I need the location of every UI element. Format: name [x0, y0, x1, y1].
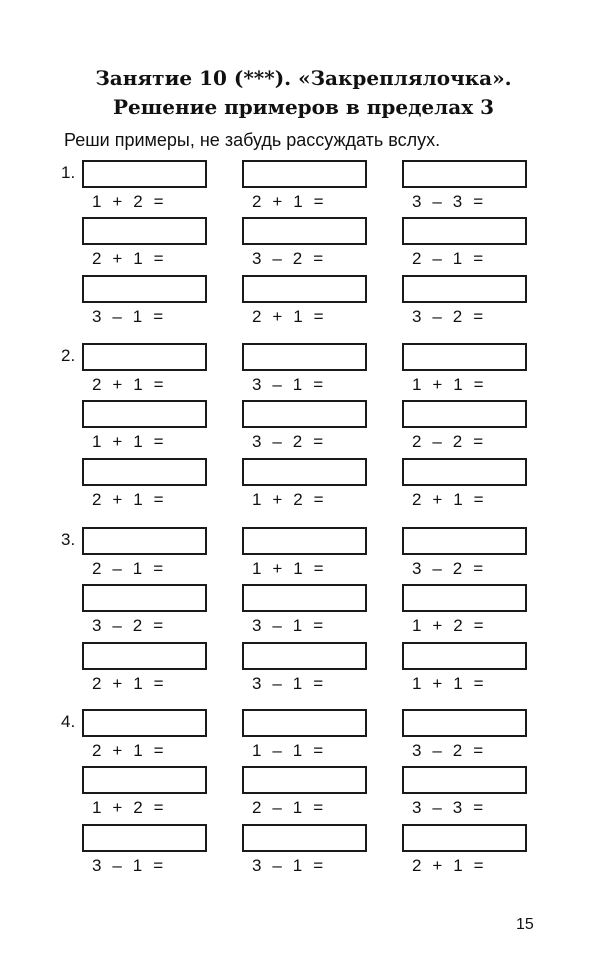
math-expression: 2 + 1 =: [412, 856, 485, 875]
answer-box[interactable]: [82, 584, 207, 612]
math-problem: [242, 766, 372, 822]
math-expression: 2 + 1 =: [252, 192, 325, 211]
math-expression: 2 + 1 =: [92, 741, 165, 760]
math-problem: [242, 400, 372, 456]
math-problem: [242, 458, 372, 514]
math-expression: 2 + 1 =: [92, 249, 165, 268]
answer-box[interactable]: [242, 343, 367, 371]
answer-box[interactable]: [242, 217, 367, 245]
math-expression: 1 + 1 =: [412, 375, 485, 394]
answer-box[interactable]: [82, 458, 207, 486]
math-problem: [242, 160, 372, 216]
math-expression: 1 + 1 =: [92, 432, 165, 451]
math-expression: 1 + 1 =: [252, 559, 325, 578]
answer-box[interactable]: [402, 527, 527, 555]
math-problem: [402, 458, 532, 514]
exercise-number: 4.: [61, 712, 76, 731]
math-expression: 3 – 1 =: [252, 375, 324, 394]
math-expression: 3 – 2 =: [92, 616, 164, 635]
math-problem: [402, 217, 532, 273]
answer-box[interactable]: [402, 642, 527, 670]
answer-box[interactable]: [242, 642, 367, 670]
answer-box[interactable]: [242, 160, 367, 188]
math-problem: [82, 458, 212, 514]
answer-box[interactable]: [242, 400, 367, 428]
math-problem: [242, 642, 372, 698]
answer-box[interactable]: [82, 343, 207, 371]
exercise-number: 2.: [61, 346, 76, 365]
exercise-group: [0, 709, 607, 879]
math-expression: 1 + 2 =: [92, 798, 165, 817]
math-problem: [82, 217, 212, 273]
math-problem: [242, 709, 372, 765]
math-expression: 2 + 1 =: [252, 307, 325, 326]
answer-box[interactable]: [402, 400, 527, 428]
math-expression: 2 – 2 =: [412, 432, 484, 451]
math-expression: 1 + 2 =: [412, 616, 485, 635]
math-problem: [82, 343, 212, 399]
answer-box[interactable]: [82, 766, 207, 794]
math-problem: [82, 275, 212, 331]
answer-box[interactable]: [402, 766, 527, 794]
math-expression: 2 – 1 =: [412, 249, 484, 268]
math-expression: 2 + 1 =: [92, 375, 165, 394]
exercise-group: [0, 343, 607, 513]
answer-box[interactable]: [242, 458, 367, 486]
answer-box[interactable]: [82, 824, 207, 852]
page-number: 15: [516, 916, 534, 933]
answer-box[interactable]: [402, 275, 527, 303]
answer-box[interactable]: [82, 217, 207, 245]
answer-box[interactable]: [402, 458, 527, 486]
math-problem: [402, 275, 532, 331]
math-expression: 3 – 1 =: [252, 674, 324, 693]
math-expression: 2 + 1 =: [412, 490, 485, 509]
math-problem: [242, 275, 372, 331]
math-problem: [402, 709, 532, 765]
math-expression: 1 + 1 =: [412, 674, 485, 693]
exercise-group: [0, 160, 607, 330]
answer-box[interactable]: [242, 709, 367, 737]
math-problem: [402, 766, 532, 822]
math-problem: [82, 709, 212, 765]
math-problem: [402, 400, 532, 456]
answer-box[interactable]: [242, 275, 367, 303]
answer-box[interactable]: [82, 527, 207, 555]
math-problem: [82, 824, 212, 880]
math-problem: [402, 642, 532, 698]
math-expression: 3 – 1 =: [252, 616, 324, 635]
answer-box[interactable]: [242, 584, 367, 612]
math-expression: 2 + 1 =: [92, 674, 165, 693]
math-expression: 3 – 1 =: [252, 856, 324, 875]
exercise-group: [0, 527, 607, 697]
math-problem: [82, 160, 212, 216]
answer-box[interactable]: [402, 343, 527, 371]
math-problem: [402, 584, 532, 640]
answer-box[interactable]: [242, 527, 367, 555]
answer-box[interactable]: [82, 709, 207, 737]
math-problem: [82, 527, 212, 583]
answer-box[interactable]: [402, 584, 527, 612]
answer-box[interactable]: [402, 160, 527, 188]
math-expression: 2 – 1 =: [252, 798, 324, 817]
lesson-subtitle: Решение примеров в пределах 3: [112, 95, 494, 119]
math-problem: [402, 343, 532, 399]
math-expression: 3 – 2 =: [412, 741, 484, 760]
lesson-title: Занятие 10 (***). «Закреплялочка».: [95, 66, 512, 90]
math-expression: 3 – 2 =: [412, 559, 484, 578]
answer-box[interactable]: [82, 642, 207, 670]
math-expression: 3 – 3 =: [412, 798, 484, 817]
math-problem: [82, 766, 212, 822]
math-expression: 1 + 2 =: [252, 490, 325, 509]
exercise-number: 1.: [61, 163, 76, 182]
math-problem: [402, 824, 532, 880]
math-problem: [402, 527, 532, 583]
math-problem: [242, 824, 372, 880]
math-expression: 3 – 2 =: [252, 432, 324, 451]
answer-box[interactable]: [82, 275, 207, 303]
math-expression: 3 – 1 =: [92, 856, 164, 875]
answer-box[interactable]: [242, 824, 367, 852]
math-expression: 2 + 1 =: [92, 490, 165, 509]
answer-box[interactable]: [82, 160, 207, 188]
math-problem: [242, 343, 372, 399]
math-problem: [82, 400, 212, 456]
math-expression: 1 + 2 =: [92, 192, 165, 211]
answer-box[interactable]: [82, 400, 207, 428]
answer-box[interactable]: [402, 709, 527, 737]
math-expression: 2 – 1 =: [92, 559, 164, 578]
math-problem: [242, 217, 372, 273]
math-problem: [82, 584, 212, 640]
math-problem: [402, 160, 532, 216]
answer-box[interactable]: [402, 217, 527, 245]
math-problem: [242, 584, 372, 640]
answer-box[interactable]: [402, 824, 527, 852]
exercise-number: 3.: [61, 530, 76, 549]
math-problem: [242, 527, 372, 583]
math-problem: [82, 642, 212, 698]
math-expression: 3 – 1 =: [92, 307, 164, 326]
answer-box[interactable]: [242, 766, 367, 794]
math-expression: 1 – 1 =: [252, 741, 324, 760]
math-expression: 3 – 3 =: [412, 192, 484, 211]
math-expression: 3 – 2 =: [412, 307, 484, 326]
math-expression: 3 – 2 =: [252, 249, 324, 268]
instruction-text: Реши примеры, не забудь рассуждать вслух.: [64, 130, 441, 150]
